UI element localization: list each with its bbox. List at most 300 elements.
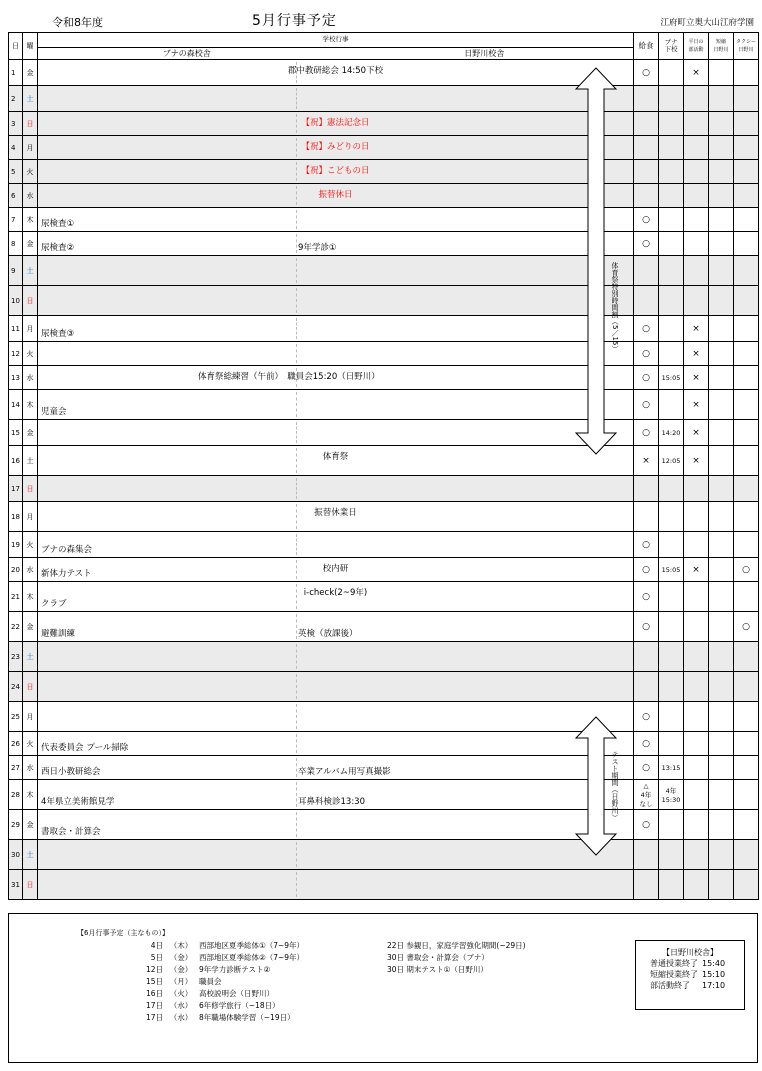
buna-leave-time: [659, 532, 684, 558]
short-mark: [709, 446, 734, 476]
buna-leave-time: 14:20: [659, 420, 684, 446]
june-plan-item: 5日 （金） 西部地区夏季総体②（7~9年）: [150, 953, 305, 962]
short-mark: [709, 60, 734, 86]
buna-event: 新体力テスト: [41, 569, 92, 579]
day-row: [9, 582, 759, 612]
lunch-mark: ○: [634, 532, 659, 558]
june-plan-item: 30日 期末テスト①（日野川）: [387, 965, 488, 974]
event-cell: [38, 532, 634, 558]
short-mark: [709, 86, 734, 112]
campus-divider: [296, 210, 297, 229]
short-mark: [709, 160, 734, 184]
club-mark: [684, 840, 709, 870]
day-row: [9, 256, 759, 286]
event-cell: [38, 316, 634, 342]
taxi-mark: [734, 184, 759, 208]
buna-leave-time: 12:05: [659, 446, 684, 476]
short-mark: [709, 366, 734, 390]
event-cell: [38, 60, 634, 86]
col-lunch: 給食: [634, 33, 659, 60]
day-number: 11: [9, 316, 23, 342]
taxi-mark: [734, 420, 759, 446]
day-number: 12: [9, 342, 23, 366]
event-cell: [38, 86, 634, 112]
weekday: 日: [23, 286, 38, 316]
taxi-mark: [734, 780, 759, 810]
buna-leave-time: [659, 316, 684, 342]
campus-divider: [296, 644, 297, 669]
taxi-mark: [734, 532, 759, 558]
campus-header-row: [38, 48, 634, 60]
buna-leave-time: [659, 702, 684, 732]
campus-divider: [296, 534, 297, 555]
weekday: 金: [23, 60, 38, 86]
june-plan-list: [137, 940, 304, 1024]
club-mark: [684, 612, 709, 642]
lunch-mark: ○: [634, 208, 659, 232]
short-mark: [709, 532, 734, 558]
event-cell: [38, 208, 634, 232]
event-cell: [38, 420, 634, 446]
lunch-mark: [634, 476, 659, 502]
weekday: 木: [23, 582, 38, 612]
day-row: [9, 446, 759, 476]
buna-event: 尿検査②: [41, 243, 75, 253]
short-mark: [709, 780, 734, 810]
day-number: 1: [9, 60, 23, 86]
lunch-mark: [634, 286, 659, 316]
school-name: 江府町立奥大山江府学園: [660, 18, 754, 28]
joint-event: 郡中教研総会 14:50下校: [287, 66, 384, 76]
club-mark: ×: [684, 390, 709, 420]
buna-leave-time: 15:05: [659, 366, 684, 390]
lunch-mark: ○: [634, 558, 659, 582]
event-cell: [38, 642, 634, 672]
club-mark: [684, 672, 709, 702]
day-number: 4: [9, 136, 23, 160]
event-cell: [38, 366, 634, 390]
short-mark: [709, 286, 734, 316]
campus-b-label: 日野川校舎: [464, 49, 505, 58]
taxi-mark: [734, 476, 759, 502]
day-number: 7: [9, 208, 23, 232]
event-cell: [38, 136, 634, 160]
lunch-mark: △ 4年 なし: [634, 780, 659, 810]
buna-leave-time: [659, 840, 684, 870]
holiday-label: 【祝】こどもの日: [301, 166, 370, 176]
club-mark: [684, 502, 709, 532]
day-number: 14: [9, 390, 23, 420]
club-mark: [684, 160, 709, 184]
event-cell: [38, 476, 634, 502]
event-cell: [38, 780, 634, 810]
day-number: 25: [9, 702, 23, 732]
club-mark: [684, 184, 709, 208]
event-cell: [38, 702, 634, 732]
day-row: [9, 476, 759, 502]
lunch-mark: ○: [634, 810, 659, 840]
club-mark: [684, 732, 709, 756]
june-plan-item: 12日 （金） 9年学力診断テスト②: [145, 965, 271, 974]
day-number: 21: [9, 582, 23, 612]
short-mark: [709, 582, 734, 612]
day-number: 29: [9, 810, 23, 840]
campus-divider: [296, 318, 297, 339]
campus-divider: [296, 478, 297, 499]
hinogawa-event: 耳鼻科検診13:30: [298, 797, 365, 807]
june-plan-item: 22日 参観日，家庭学習強化期間(~29日): [387, 941, 526, 950]
day-row: [9, 756, 759, 780]
page-title: 5月行事予定: [252, 13, 337, 29]
june-plan-item: 30日 書取会・計算会（ブナ）: [387, 953, 489, 962]
col-short: 短縮 日野川: [709, 33, 734, 60]
club-mark: [684, 112, 709, 136]
buna-leave-time: [659, 672, 684, 702]
event-cell: [38, 232, 634, 256]
day-number: 6: [9, 184, 23, 208]
joint-event: i-check(2~9年): [303, 588, 368, 598]
weekday: 水: [23, 558, 38, 582]
buna-leave-time: [659, 184, 684, 208]
campus-divider: [296, 674, 297, 699]
short-mark: [709, 136, 734, 160]
june-plan-item: 17日 （水） 6年修学旅行（~18日）: [145, 1001, 280, 1010]
club-mark: ×: [684, 316, 709, 342]
hinogawa-event: 英検（放課後）: [298, 629, 358, 639]
short-mark: [709, 256, 734, 286]
day-number: 18: [9, 502, 23, 532]
taxi-mark: [734, 582, 759, 612]
day-row: [9, 160, 759, 184]
sports-day-schedule-arrow: [574, 67, 618, 455]
buna-leave-time: [659, 232, 684, 256]
day-row: [9, 232, 759, 256]
event-cell: [38, 612, 634, 642]
taxi-mark: [734, 446, 759, 476]
buna-event: ブナの森集会: [41, 545, 93, 555]
campus-divider: [296, 872, 297, 897]
lunch-mark: [634, 184, 659, 208]
taxi-mark: [734, 208, 759, 232]
hinogawa-box-title: 【日野川校舎】: [662, 948, 718, 957]
weekday: 金: [23, 612, 38, 642]
short-mark: [709, 870, 734, 900]
short-mark: [709, 390, 734, 420]
taxi-mark: [734, 256, 759, 286]
day-number: 15: [9, 420, 23, 446]
taxi-mark: [734, 502, 759, 532]
buna-leave-time: 4年 15:30: [659, 780, 684, 810]
lunch-mark: ○: [634, 732, 659, 756]
day-row: [9, 184, 759, 208]
campus-divider: [296, 88, 297, 109]
event-cell: [38, 390, 634, 420]
buna-leave-time: [659, 160, 684, 184]
lunch-mark: [634, 86, 659, 112]
buna-leave-time: [659, 582, 684, 612]
buna-event: 書取会・計算会: [41, 827, 101, 837]
buna-event: 代表委員会 プール掃除: [41, 743, 129, 753]
buna-event: クラブ: [41, 599, 67, 609]
buna-leave-time: [659, 810, 684, 840]
weekday: 日: [23, 112, 38, 136]
lunch-mark: [634, 642, 659, 672]
day-number: 26: [9, 732, 23, 756]
campus-divider: [296, 288, 297, 313]
weekday: 土: [23, 256, 38, 286]
club-mark: [684, 780, 709, 810]
buna-leave-time: [659, 286, 684, 316]
buna-leave-time: [659, 112, 684, 136]
campus-divider: [296, 392, 297, 417]
calendar-body: [9, 60, 759, 900]
weekday: 火: [23, 160, 38, 184]
buna-leave-time: [659, 476, 684, 502]
day-number: 28: [9, 780, 23, 810]
day-number: 19: [9, 532, 23, 558]
weekday: 火: [23, 532, 38, 558]
taxi-mark: [734, 840, 759, 870]
joint-event: 体育祭総練習（午前） 職員会15:20（日野川）: [198, 372, 380, 382]
weekday: 金: [23, 810, 38, 840]
buna-leave-time: [659, 732, 684, 756]
event-cell: [38, 446, 634, 476]
col-taxi: タクシー 日野川: [734, 33, 759, 60]
taxi-mark: [734, 702, 759, 732]
event-cell: [38, 558, 634, 582]
day-row: [9, 286, 759, 316]
day-number: 22: [9, 612, 23, 642]
club-mark: ×: [684, 420, 709, 446]
holiday-label: 【祝】憲法記念日: [301, 118, 370, 128]
holiday-label: 振替休日: [318, 190, 353, 200]
day-number: 3: [9, 112, 23, 136]
weekday: 火: [23, 732, 38, 756]
taxi-mark: [734, 642, 759, 672]
lunch-mark: ○: [634, 316, 659, 342]
lunch-mark: ○: [634, 420, 659, 446]
event-cell: [38, 502, 634, 532]
taxi-mark: ○: [734, 558, 759, 582]
col-weekday: 曜: [23, 33, 38, 60]
lunch-mark: [634, 136, 659, 160]
event-cell: [38, 810, 634, 840]
day-number: 8: [9, 232, 23, 256]
lunch-mark: ○: [634, 756, 659, 780]
lunch-mark: [634, 160, 659, 184]
buna-event: 西日小教研総会: [41, 767, 101, 777]
event-cell: [38, 342, 634, 366]
day-row: [9, 840, 759, 870]
weekday: 月: [23, 136, 38, 160]
col-buna-leave: ブナ 下校: [659, 33, 684, 60]
short-mark: [709, 840, 734, 870]
day-number: 31: [9, 870, 23, 900]
club-mark: ×: [684, 446, 709, 476]
june-plan-item: 17日 （水） 8年職場体験学習（~19日）: [145, 1013, 295, 1022]
short-mark: [709, 732, 734, 756]
club-mark: [684, 256, 709, 286]
campus-divider: [296, 812, 297, 837]
club-mark: ×: [684, 366, 709, 390]
campus-divider: [296, 258, 297, 283]
weekday: 日: [23, 672, 38, 702]
club-mark: [684, 476, 709, 502]
short-mark: [709, 756, 734, 780]
end-time-row: 普通授業終了 15:40: [650, 959, 726, 968]
calendar-table: [8, 32, 759, 900]
day-number: 9: [9, 256, 23, 286]
buna-leave-time: [659, 642, 684, 672]
day-row: [9, 136, 759, 160]
day-row: [9, 532, 759, 558]
taxi-mark: [734, 286, 759, 316]
day-number: 20: [9, 558, 23, 582]
day-row: [9, 366, 759, 390]
lunch-mark: ○: [634, 612, 659, 642]
campus-divider: [296, 734, 297, 753]
taxi-mark: [734, 672, 759, 702]
short-mark: [709, 810, 734, 840]
campus-a-label: ブナの森校舎: [162, 49, 211, 58]
weekday: 水: [23, 366, 38, 390]
weekday: 土: [23, 642, 38, 672]
club-mark: ×: [684, 60, 709, 86]
day-number: 30: [9, 840, 23, 870]
campus-divider: [296, 344, 297, 363]
hinogawa-event: 卒業アルバム用写真撮影: [298, 767, 391, 777]
day-number: 24: [9, 672, 23, 702]
buna-leave-time: [659, 60, 684, 86]
buna-leave-time: [659, 86, 684, 112]
sports-day-arrow-label: 体育祭特別時間割（5／15）: [611, 261, 619, 353]
buna-event: 尿検査③: [41, 329, 75, 339]
short-mark: [709, 208, 734, 232]
col-day: 日: [9, 33, 23, 60]
campus-divider: [296, 758, 297, 777]
event-cell: [38, 184, 634, 208]
lunch-mark: [634, 256, 659, 286]
end-time-row: 部活動終了 17:10: [650, 981, 726, 990]
club-mark: [684, 810, 709, 840]
campus-divider: [296, 234, 297, 253]
event-cell: [38, 840, 634, 870]
buna-leave-time: [659, 342, 684, 366]
short-mark: [709, 612, 734, 642]
lunch-mark: ○: [634, 582, 659, 612]
buna-event: 避難訓練: [41, 629, 76, 639]
taxi-mark: [734, 60, 759, 86]
taxi-mark: [734, 316, 759, 342]
col-events: 学校行事: [38, 33, 634, 48]
club-mark: [684, 702, 709, 732]
day-number: 5: [9, 160, 23, 184]
weekday: 月: [23, 316, 38, 342]
taxi-mark: [734, 732, 759, 756]
campus-divider: [296, 842, 297, 867]
hinogawa-times-box: [635, 940, 745, 1010]
event-cell: [38, 160, 634, 184]
day-row: [9, 112, 759, 136]
buna-leave-time: 13:15: [659, 756, 684, 780]
day-number: 2: [9, 86, 23, 112]
taxi-mark: [734, 390, 759, 420]
short-mark: [709, 316, 734, 342]
lunch-mark: [634, 840, 659, 870]
holiday-label: 【祝】みどりの日: [301, 142, 370, 152]
lunch-mark: ×: [634, 446, 659, 476]
day-row: [9, 558, 759, 582]
buna-leave-time: [659, 390, 684, 420]
day-row: [9, 810, 759, 840]
lunch-mark: [634, 672, 659, 702]
weekday: 日: [23, 476, 38, 502]
day-row: [9, 316, 759, 342]
day-row: [9, 420, 759, 446]
club-mark: [684, 756, 709, 780]
june-plan-heading: 【6月行事予定（主なもの）】: [77, 929, 169, 937]
day-number: 17: [9, 476, 23, 502]
event-cell: [38, 112, 634, 136]
weekday: 日: [23, 870, 38, 900]
club-mark: [684, 208, 709, 232]
short-mark: [709, 558, 734, 582]
june-plan-item: 16日 （火） 高校説明会（日野川）: [145, 989, 274, 998]
club-mark: [684, 532, 709, 558]
taxi-mark: [734, 366, 759, 390]
weekday: 土: [23, 86, 38, 112]
club-mark: [684, 642, 709, 672]
buna-leave-time: [659, 136, 684, 160]
taxi-mark: [734, 232, 759, 256]
taxi-mark: [734, 810, 759, 840]
day-number: 16: [9, 446, 23, 476]
short-mark: [709, 642, 734, 672]
buna-leave-time: [659, 870, 684, 900]
day-row: [9, 342, 759, 366]
june-plan-list-2: [387, 940, 526, 976]
day-row: [9, 208, 759, 232]
taxi-mark: [734, 112, 759, 136]
taxi-mark: [734, 870, 759, 900]
june-plan-item: 15日 （月） 職員会: [145, 977, 222, 986]
day-row: [9, 732, 759, 756]
weekday: 水: [23, 184, 38, 208]
day-row: [9, 60, 759, 86]
club-mark: [684, 286, 709, 316]
short-mark: [709, 502, 734, 532]
day-row: [9, 502, 759, 532]
day-number: 23: [9, 642, 23, 672]
club-mark: ×: [684, 342, 709, 366]
day-number: 13: [9, 366, 23, 390]
club-mark: [684, 86, 709, 112]
day-row: [9, 86, 759, 112]
event-cell: [38, 732, 634, 756]
club-mark: [684, 232, 709, 256]
buna-event: 4年県立美術館見学: [41, 797, 115, 807]
lunch-mark: [634, 502, 659, 532]
end-time-row: 短縮授業終了 15:10: [650, 970, 726, 979]
weekday: 木: [23, 390, 38, 420]
buna-leave-time: [659, 256, 684, 286]
day-number: 10: [9, 286, 23, 316]
weekday: 水: [23, 756, 38, 780]
campus-divider: [296, 704, 297, 729]
event-cell: [38, 870, 634, 900]
buna-leave-time: [659, 502, 684, 532]
day-row: [9, 780, 759, 810]
